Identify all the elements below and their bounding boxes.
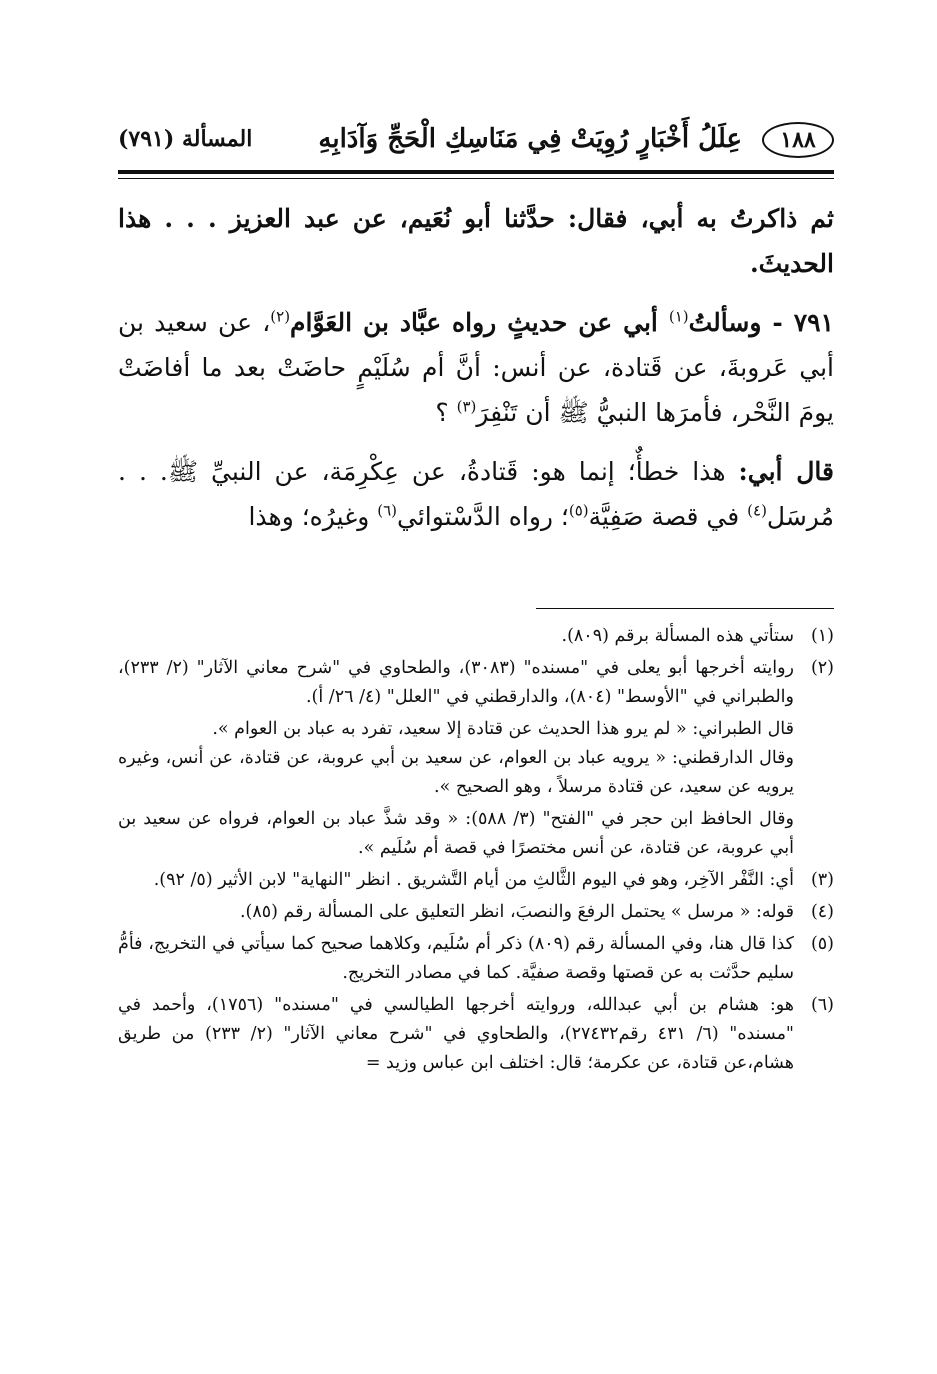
footnote-number: (٤) <box>810 902 834 922</box>
question-text-3: ؟ <box>435 398 457 427</box>
footnote-body <box>118 866 794 895</box>
page-number: ١٨٨ <box>762 122 834 158</box>
paragraph-1: ثم ذاكرتُ به أبي، فقال: حدَّثنا أبو نُعَيم، عن عبد العزيز . . . هذا الحديثَ. <box>118 204 834 278</box>
footnote-number: (١) <box>810 626 834 646</box>
footnote-number: (٥) <box>810 934 834 954</box>
footnote-ref-1[interactable]: (١) <box>668 307 689 326</box>
footnote-5 <box>118 930 834 988</box>
footnote-number: (٣) <box>810 870 834 890</box>
footnote-text: كذا قال هنا، وفي المسألة رقم (٨٠٩) ذكر أم سُلَيم، وكلاهما صحيح كما سيأتي في التخريج، فأمُّ سليم حدَّثت به عن قصتها وقصة صفيَّة. كما في مصادر التخريج. <box>118 934 794 983</box>
footnote-ref-2[interactable]: (٢) <box>270 307 291 326</box>
footnote-text: أي: النَّفْر الآخِر، وهو في اليوم الثَّالثِ من أيام التَّشريق . انظر "النهاية" لابن الأثير (٥/ ٩٢). <box>153 870 794 890</box>
header-rule-thin <box>118 178 834 179</box>
answer-lead: قال أبي: <box>738 457 834 486</box>
footnote-quote: قال الطبراني: « لم يرو هذا الحديث عن قتادة إلا سعيد، تفرد به عباد بن العوام ». <box>212 719 794 739</box>
paragraph-3 <box>118 449 834 539</box>
footnote-quote: وقال الحافظ ابن حجر في "الفتح" (٣/ ٥٨٨): « وقد شذَّ عباد بن العوام، فرواه عن سعيد بن أبي عروبة، عن قتادة، عن أنس مختصرًا في قصة أم سُلَيم ». <box>118 809 794 858</box>
question-text-2: ، عن سعيد بن أبي عَروبةَ، عن قَتادة، عن أنس: أنَّ أم سُلَيْمٍ حاضَتْ بعد ما أفاضَتْ يومَ النَّحْر، فأمرَها النبيُّ ﷺ أن تَنْفِرَ <box>118 308 834 427</box>
footnote-ref-4[interactable]: (٤) <box>747 501 767 520</box>
footnote-3 <box>118 866 834 895</box>
question-number: ٧٩١ - وسألتُ <box>688 308 834 337</box>
footnote-body <box>118 930 794 988</box>
footnote-body <box>118 991 794 1078</box>
answer-text-4: وغيرُه؛ وهذا <box>248 502 378 531</box>
header-rule-thick <box>118 170 834 174</box>
answer-text-1: هذا خطأٌ؛ إنما هو: قَتادةُ، عن عِكْرِمَة، عن النبيِّ ﷺ. . . مُرسَل <box>118 457 834 531</box>
footnote-ref-3[interactable]: (٣) <box>456 397 477 416</box>
footnote-1 <box>118 622 834 651</box>
footnotes <box>118 622 834 1081</box>
page-header <box>118 116 834 168</box>
paragraph-2 <box>118 300 834 435</box>
footnote-body <box>118 898 794 927</box>
footnote-quote: وقال الدارقطني: « يرويه عباد بن العوام، عن سعيد بن أبي عروبة، عن قتادة، عن أنس، وغيره يرويه عن سعيد، عن قتادة مرسلاً ، وهو الصحيح ». <box>118 748 794 797</box>
footnote-2 <box>118 654 834 863</box>
footnote-body <box>118 654 794 863</box>
footnote-text: ستأتي هذه المسألة برقم (٨٠٩). <box>561 626 794 646</box>
footnote-4 <box>118 898 834 927</box>
question-text-1: أبي عن حديثٍ رواه عبَّاد بن العَوَّام <box>290 308 669 337</box>
footnote-number: (٦) <box>810 995 834 1015</box>
footnote-text: قوله: « مرسل » يحتمل الرفعَ والنصبَ، انظر التعليق على المسألة رقم (٨٥). <box>239 902 794 922</box>
answer-text-2: في قصة صَفِيَّة <box>588 502 748 531</box>
footnote-ref-6[interactable]: (٦) <box>377 501 397 520</box>
footnote-text: هو: هشام بن أبي عبدالله، وروايته أخرجها الطيالسي في "مسنده" (١٧٥٦)، وأحمد في "مسنده" (٦/ ٤٣١ رقم٢٧٤٣٢)، والطحاوي في "شرح معاني الآثار" (٢/ ٢٣٣) من طريق هشام،عن قتادة، عن عكرمة؛ قال: اختلف ابن عباس وزيد = <box>118 995 794 1073</box>
footnote-body <box>118 622 794 651</box>
book-title: عِلَلُ أَخْبَارٍ رُوِيَتْ فِي مَنَاسِكِ الْحَجِّ وَآدَابِهِ <box>318 124 742 154</box>
footnote-number: (٢) <box>810 658 834 678</box>
footnote-ref-5[interactable]: (٥) <box>568 501 589 520</box>
footnote-6 <box>118 991 834 1078</box>
footnote-text: روايته أخرجها أبو يعلى في "مسنده" (٣٠٨٣)، والطحاوي في "شرح معاني الآثار" (٢/ ٢٣٣)، والطبراني في "الأوسط" (٨٠٤)، والدارقطني في "العلل" (٤/ ٢٦/ أ). <box>118 658 794 707</box>
main-text <box>118 196 834 539</box>
issue-label: المسألة (٧٩١) <box>118 126 253 152</box>
answer-text-3: ؛ رواه الدَّسْتوائي <box>397 502 569 531</box>
footnote-separator <box>536 608 834 609</box>
